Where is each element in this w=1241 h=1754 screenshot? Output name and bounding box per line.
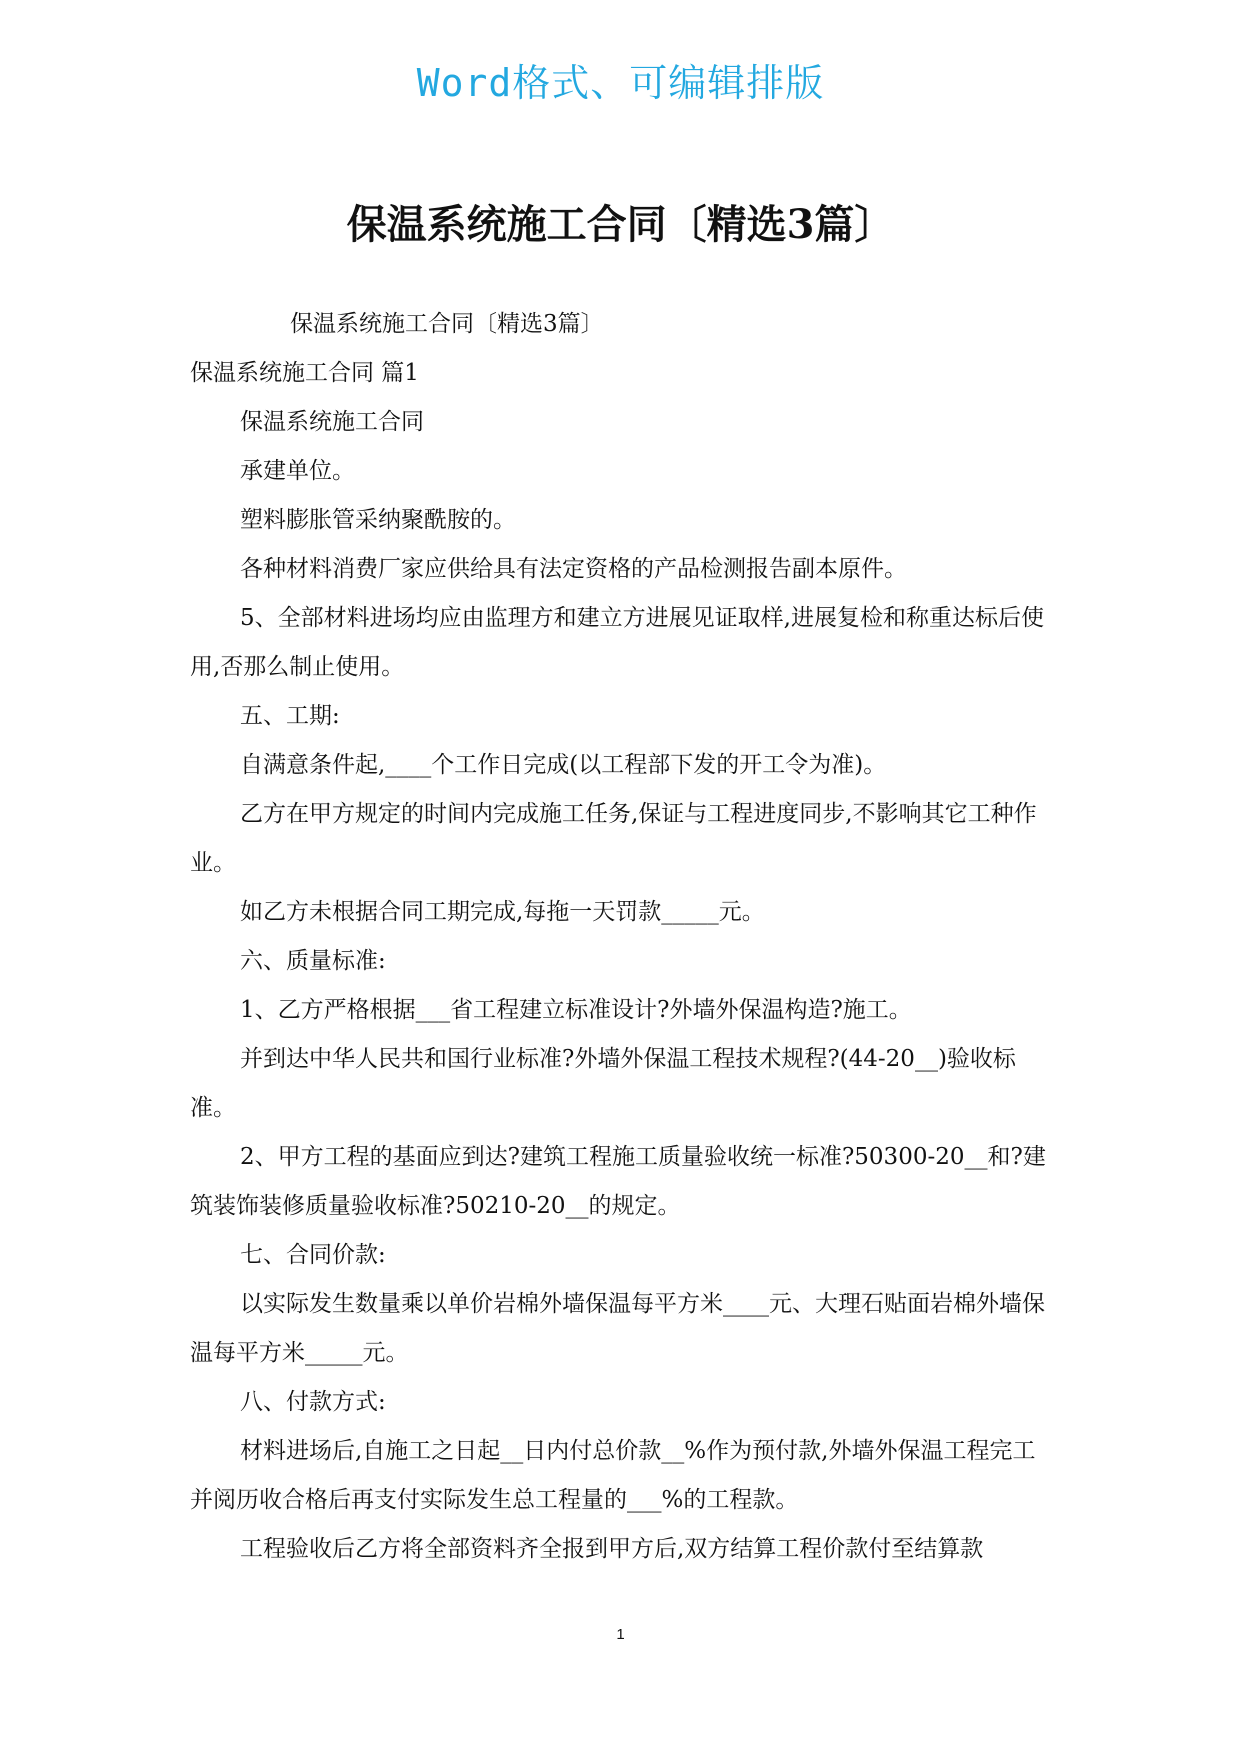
paragraph: 材料进场后,自施工之日起__日内付总价款__%作为预付款,外墙外保温工程完工并阅历收合格后再支付实际发生总工程量的___%的工程款。 (190, 1438, 1036, 1513)
paragraph: 2、甲方工程的基面应到达?建筑工程施工质量验收统一标准?50300-20__和?建筑装饰装修质量验收标准?50210-20__的规定。 (190, 1144, 1046, 1219)
paragraph: 以实际发生数量乘以单价岩棉外墙保温每平方米____元、大理石贴面岩棉外墙保温每平方米_____元。 (190, 1291, 1045, 1366)
paragraph: 承建单位。 (240, 458, 355, 484)
paragraph: 六、质量标准: (240, 948, 386, 974)
paragraph: 并到达中华人民共和国行业标准?外墙外保温工程技术规程?(44-20__)验收标准。 (190, 1046, 1016, 1121)
paragraph: 保温系统施工合同 (240, 409, 424, 435)
paragraph: 八、付款方式: (240, 1389, 386, 1415)
paragraph: 七、合同价款: (240, 1242, 386, 1268)
document-title: 保温系统施工合同〔精选3篇〕 (346, 201, 895, 248)
paragraph: 塑料膨胀管采纳聚酰胺的。 (240, 507, 516, 533)
paragraph: 5、全部材料进场均应由监理方和建立方进展见证取样,进展复检和称重达标后使用,否那么制止使用。 (190, 605, 1044, 680)
paragraph: 如乙方未根据合同工期完成,每拖一天罚款_____元。 (240, 899, 765, 925)
paragraph: 1、乙方严格根据___省工程建立标准设计?外墙外保温构造?施工。 (240, 997, 912, 1023)
paragraph: 五、工期: (240, 703, 340, 729)
paragraph: 各种材料消费厂家应供给具有法定资格的产品检测报告副本原件。 (240, 556, 907, 582)
paragraph: 乙方在甲方规定的时间内完成施工任务,保证与工程进度同步,不影响其它工种作业。 (190, 801, 1037, 876)
document-body (190, 300, 1056, 1574)
paragraph: 自满意条件起,____个工作日完成(以工程部下发的开工令为准)。 (240, 752, 887, 778)
paragraph: 工程验收后乙方将全部资料齐全报到甲方后,双方结算工程价款付至结算款 (240, 1536, 984, 1562)
watermark-banner: Word格式、可编辑排版 (416, 61, 825, 105)
paragraph: 保温系统施工合同〔精选3篇〕 (290, 311, 604, 337)
paragraph: 保温系统施工合同 篇1 (190, 360, 419, 386)
page-number: 1 (616, 1626, 625, 1643)
